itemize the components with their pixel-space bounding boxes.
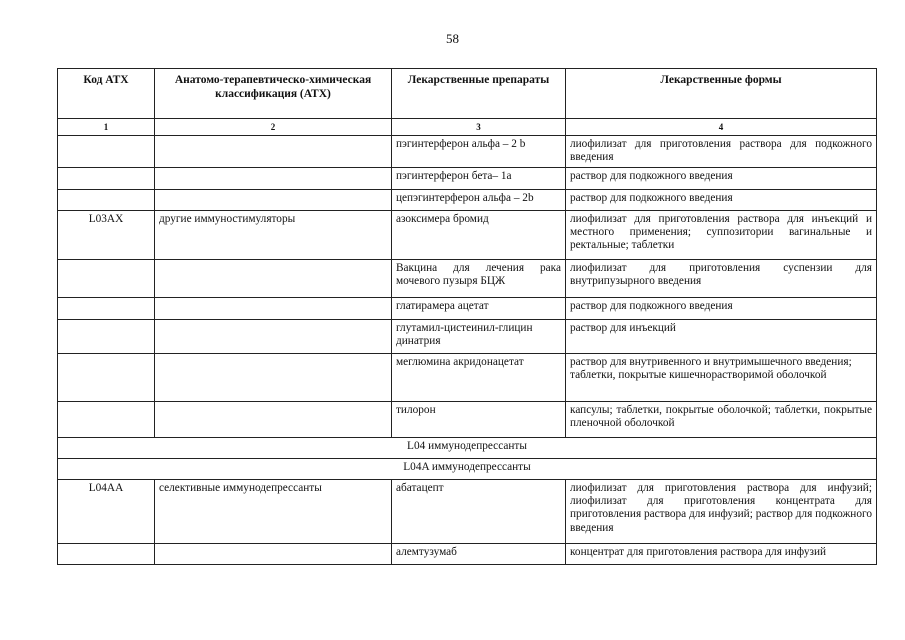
atc-class-cell (155, 543, 392, 564)
forms-cell: раствор для подкожного введения (566, 297, 877, 319)
table-row (58, 353, 877, 401)
atc-class-cell (155, 259, 392, 297)
forms-line: таблетки, покрытые кишечнорастворимой оболочкой (570, 368, 827, 381)
header-dosage-forms: Лекарственные формы (566, 69, 877, 119)
atc-class-cell: селективные иммунодепрессанты (155, 479, 392, 543)
atc-code-cell (58, 401, 155, 437)
column-number: 3 (392, 119, 566, 136)
table-row (58, 167, 877, 189)
atc-class-cell (155, 401, 392, 437)
forms-cell: концентрат для приготовления раствора для инфузий (566, 543, 877, 564)
atc-code-cell (58, 189, 155, 210)
forms-line: раствор для внутривенного и внутримышечного введения; (570, 355, 852, 368)
forms-cell: раствор для инъекций (566, 319, 877, 353)
atc-code-cell (58, 259, 155, 297)
atc-class-cell (155, 136, 392, 168)
forms-cell: лиофилизат для приготовления раствора для инфузий; лиофилизат для приготовления концентрата для приготовления раствора для инфузий; раствор для подкожного введения (566, 479, 877, 543)
forms-cell: лиофилизат для приготовления раствора для инъекций и местного применения; суппозитории вагинальные и ректальные; таблетки (566, 210, 877, 259)
page-number: 58 (446, 31, 459, 46)
forms-cell: раствор для подкожного введения (566, 167, 877, 189)
forms-cell (566, 353, 877, 401)
forms-cell: капсулы; таблетки, покрытые оболочкой; таблетки, покрытые пленочной оболочкой (566, 401, 877, 437)
column-number: 4 (566, 119, 877, 136)
header-atc-classification: Анатомо-терапевтическо-химическая классификация (АТХ) (155, 69, 392, 119)
column-number-row (58, 119, 877, 136)
drug-cell: цепэгинтерферон альфа – 2b (392, 189, 566, 210)
drug-cell: азоксимера бромид (392, 210, 566, 259)
column-number: 2 (155, 119, 392, 136)
section-row (58, 437, 877, 458)
drug-cell: абатацепт (392, 479, 566, 543)
table-row (58, 401, 877, 437)
atc-code-cell: L04AA (58, 479, 155, 543)
table-row (58, 319, 877, 353)
atc-code-cell (58, 353, 155, 401)
atc-class-cell (155, 297, 392, 319)
table-header-row (58, 69, 877, 119)
table-row (58, 210, 877, 259)
atc-code-cell (58, 167, 155, 189)
forms-cell: лиофилизат для приготовления раствора для подкожного введения (566, 136, 877, 168)
atc-class-cell (155, 319, 392, 353)
atc-class-cell (155, 353, 392, 401)
table-row (58, 479, 877, 543)
drug-cell: пэгинтерферон бета– 1а (392, 167, 566, 189)
drug-cell: глутамил-цистеинил-глицин динатрия (392, 319, 566, 353)
table-row (58, 189, 877, 210)
atc-class-cell: другие иммуностимуляторы (155, 210, 392, 259)
table-row (58, 136, 877, 168)
drug-cell: алемтузумаб (392, 543, 566, 564)
header-drugs: Лекарственные препараты (392, 69, 566, 119)
header-atc-code: Код АТХ (58, 69, 155, 119)
table-row (58, 259, 877, 297)
drug-cell: пэгинтерферон альфа – 2 b (392, 136, 566, 168)
table-row (58, 543, 877, 564)
atc-class-cell (155, 189, 392, 210)
column-number: 1 (58, 119, 155, 136)
section-heading: L04A иммунодепрессанты (58, 458, 877, 479)
drug-cell: меглюмина акридонацетат (392, 353, 566, 401)
section-row (58, 458, 877, 479)
drug-cell: глатирамера ацетат (392, 297, 566, 319)
atc-code-cell (58, 543, 155, 564)
atc-drug-table (57, 68, 877, 565)
atc-code-cell: L03AX (58, 210, 155, 259)
section-heading: L04 иммунодепрессанты (58, 437, 877, 458)
atc-code-cell (58, 297, 155, 319)
drug-cell: Вакцина для лечения рака мочевого пузыря БЦЖ (392, 259, 566, 297)
forms-cell: лиофилизат для приготовления суспензии для внутрипузырного введения (566, 259, 877, 297)
table-row (58, 297, 877, 319)
atc-code-cell (58, 319, 155, 353)
drug-cell: тилорон (392, 401, 566, 437)
forms-cell: раствор для подкожного введения (566, 189, 877, 210)
atc-code-cell (58, 136, 155, 168)
atc-class-cell (155, 167, 392, 189)
